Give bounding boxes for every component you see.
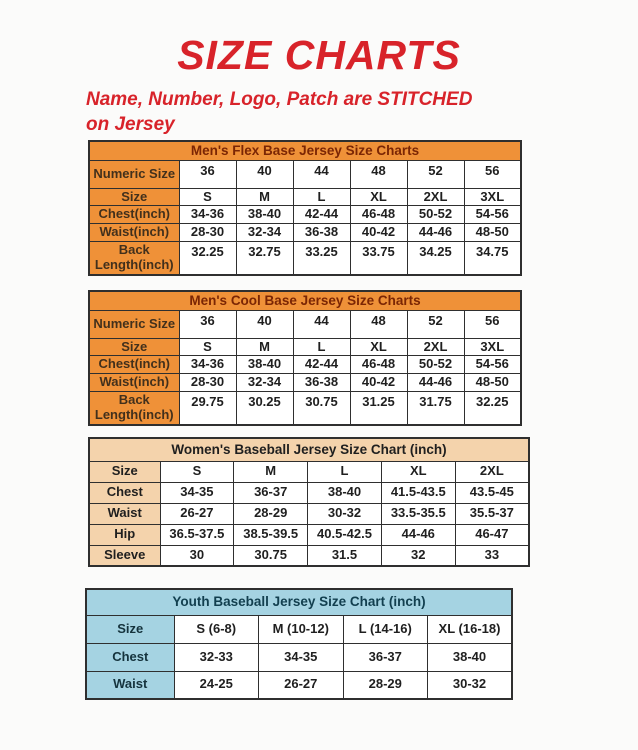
size-cell: 50-52 (407, 356, 464, 374)
size-cell: 40 (236, 310, 293, 338)
size-cell: 40.5-42.5 (308, 524, 382, 545)
size-cell: 32.25 (464, 392, 521, 425)
size-cell: 41.5-43.5 (381, 482, 455, 503)
row-label: Waist(inch) (89, 374, 179, 392)
size-cell: 42-44 (293, 356, 350, 374)
size-cell: S (179, 338, 236, 356)
size-cell: 44 (293, 310, 350, 338)
size-cell: 35.5-37 (455, 503, 529, 524)
size-cell: 30-32 (308, 503, 382, 524)
size-cell: 32 (381, 545, 455, 566)
size-table (88, 437, 530, 567)
row-label: Size (89, 461, 160, 482)
size-cell: M (236, 188, 293, 206)
size-cell: S (160, 461, 234, 482)
table-row (89, 392, 521, 425)
size-cell: 38-40 (308, 482, 382, 503)
size-cell: 32-34 (236, 224, 293, 242)
table-row (86, 643, 512, 671)
size-cell: 56 (464, 160, 521, 188)
size-cell: 3XL (464, 188, 521, 206)
table-row (89, 206, 521, 224)
size-cell: 3XL (464, 338, 521, 356)
size-cell: 36 (179, 310, 236, 338)
size-table (88, 290, 522, 426)
size-cell: 33.75 (350, 242, 407, 275)
row-label: Size (89, 188, 179, 206)
table-row (89, 338, 521, 356)
size-cell: L (14-16) (343, 615, 428, 643)
size-cell: 34.75 (464, 242, 521, 275)
row-label: Chest (89, 482, 160, 503)
row-label: Size (86, 615, 174, 643)
size-cell: 31.75 (407, 392, 464, 425)
size-cell: 38.5-39.5 (234, 524, 308, 545)
size-cell: 32-33 (174, 643, 259, 671)
row-label: Back Length(inch) (89, 392, 179, 425)
size-cell: 40-42 (350, 224, 407, 242)
table-row (89, 188, 521, 206)
size-cell: L (308, 461, 382, 482)
size-table (85, 588, 513, 700)
youth-baseball-size-table (85, 588, 513, 700)
size-cell: 30.75 (293, 392, 350, 425)
size-cell: XL (350, 188, 407, 206)
table-row (86, 671, 512, 699)
size-cell: S (179, 188, 236, 206)
size-cell: 24-25 (174, 671, 259, 699)
size-cell: 34-36 (179, 356, 236, 374)
page-title: SIZE CHARTS (177, 32, 461, 78)
size-cell: L (293, 338, 350, 356)
size-cell: 36-37 (234, 482, 308, 503)
row-label: Waist (89, 503, 160, 524)
size-cell: 38-40 (236, 356, 293, 374)
size-cell: 30.75 (234, 545, 308, 566)
table-row (89, 461, 529, 482)
size-cell: 28-29 (234, 503, 308, 524)
page-subtitle (86, 87, 566, 137)
size-cell: 38-40 (236, 206, 293, 224)
size-cell: M (10-12) (259, 615, 344, 643)
table-row (89, 503, 529, 524)
size-cell: 56 (464, 310, 521, 338)
size-cell: 31.5 (308, 545, 382, 566)
size-cell: 48-50 (464, 374, 521, 392)
size-cell: 44-46 (407, 224, 464, 242)
row-label: Chest(inch) (89, 356, 179, 374)
size-cell: 40-42 (350, 374, 407, 392)
mens-flex-base-size-table (88, 140, 522, 276)
row-label: Hip (89, 524, 160, 545)
table-title: Men's Flex Base Jersey Size Charts (89, 141, 521, 160)
size-cell: 26-27 (259, 671, 344, 699)
size-cell: 32-34 (236, 374, 293, 392)
size-cell: 48 (350, 160, 407, 188)
table-row (89, 524, 529, 545)
size-cell: 46-48 (350, 206, 407, 224)
size-cell: 44 (293, 160, 350, 188)
size-cell: 48 (350, 310, 407, 338)
size-cell: 44-46 (381, 524, 455, 545)
size-cell: 33.5-35.5 (381, 503, 455, 524)
size-cell: 2XL (407, 188, 464, 206)
size-cell: 29.75 (179, 392, 236, 425)
table-title: Youth Baseball Jersey Size Chart (inch) (86, 589, 512, 615)
size-cell: 33 (455, 545, 529, 566)
size-cell: 54-56 (464, 206, 521, 224)
size-cell: S (6-8) (174, 615, 259, 643)
table-title: Men's Cool Base Jersey Size Charts (89, 291, 521, 310)
size-cell: 30 (160, 545, 234, 566)
size-cell: 30-32 (428, 671, 513, 699)
table-row (86, 615, 512, 643)
size-cell: 48-50 (464, 224, 521, 242)
size-cell: 50-52 (407, 206, 464, 224)
size-cell: L (293, 188, 350, 206)
size-cell: M (236, 338, 293, 356)
subtitle-line-1: Name, Number, Logo, Patch are STITCHED (86, 89, 473, 110)
size-cell: 2XL (407, 338, 464, 356)
size-cell: M (234, 461, 308, 482)
size-cell: 52 (407, 160, 464, 188)
size-cell: 36 (179, 160, 236, 188)
size-cell: 28-30 (179, 374, 236, 392)
size-cell: 46-48 (350, 356, 407, 374)
size-cell: 52 (407, 310, 464, 338)
table-row (89, 482, 529, 503)
row-label: Waist (86, 671, 174, 699)
size-cell: 32.75 (236, 242, 293, 275)
size-cell: 28-29 (343, 671, 428, 699)
row-label: Numeric Size (89, 310, 179, 338)
size-cell: 34-35 (160, 482, 234, 503)
row-label: Sleeve (89, 545, 160, 566)
size-cell: 36-38 (293, 374, 350, 392)
table-row (89, 224, 521, 242)
table-row (89, 160, 521, 188)
size-cell: 2XL (455, 461, 529, 482)
size-cell: 34-36 (179, 206, 236, 224)
size-cell: 30.25 (236, 392, 293, 425)
womens-baseball-size-table (88, 437, 530, 567)
size-cell: 44-46 (407, 374, 464, 392)
size-cell: 46-47 (455, 524, 529, 545)
table-row (89, 545, 529, 566)
table-row (89, 356, 521, 374)
row-label: Numeric Size (89, 160, 179, 188)
size-cell: 42-44 (293, 206, 350, 224)
size-cell: 36.5-37.5 (160, 524, 234, 545)
subtitle-line-2: on Jersey (86, 114, 175, 135)
size-cell: 31.25 (350, 392, 407, 425)
row-label: Back Length(inch) (89, 242, 179, 275)
table-row (89, 310, 521, 338)
size-cell: 36-38 (293, 224, 350, 242)
size-cell: 34.25 (407, 242, 464, 275)
size-table (88, 140, 522, 276)
size-cell: 54-56 (464, 356, 521, 374)
size-cell: 26-27 (160, 503, 234, 524)
size-cell: XL (350, 338, 407, 356)
table-title: Women's Baseball Jersey Size Chart (inch) (89, 438, 529, 461)
size-cell: 40 (236, 160, 293, 188)
size-cell: 36-37 (343, 643, 428, 671)
size-cell: 43.5-45 (455, 482, 529, 503)
size-cell: 33.25 (293, 242, 350, 275)
row-label: Waist(inch) (89, 224, 179, 242)
mens-cool-base-size-table (88, 290, 522, 426)
size-cell: 32.25 (179, 242, 236, 275)
size-cell: XL (381, 461, 455, 482)
table-row (89, 374, 521, 392)
size-cell: 28-30 (179, 224, 236, 242)
size-cell: XL (16-18) (428, 615, 513, 643)
table-row (89, 242, 521, 275)
row-label: Chest(inch) (89, 206, 179, 224)
row-label: Size (89, 338, 179, 356)
row-label: Chest (86, 643, 174, 671)
size-cell: 38-40 (428, 643, 513, 671)
size-cell: 34-35 (259, 643, 344, 671)
